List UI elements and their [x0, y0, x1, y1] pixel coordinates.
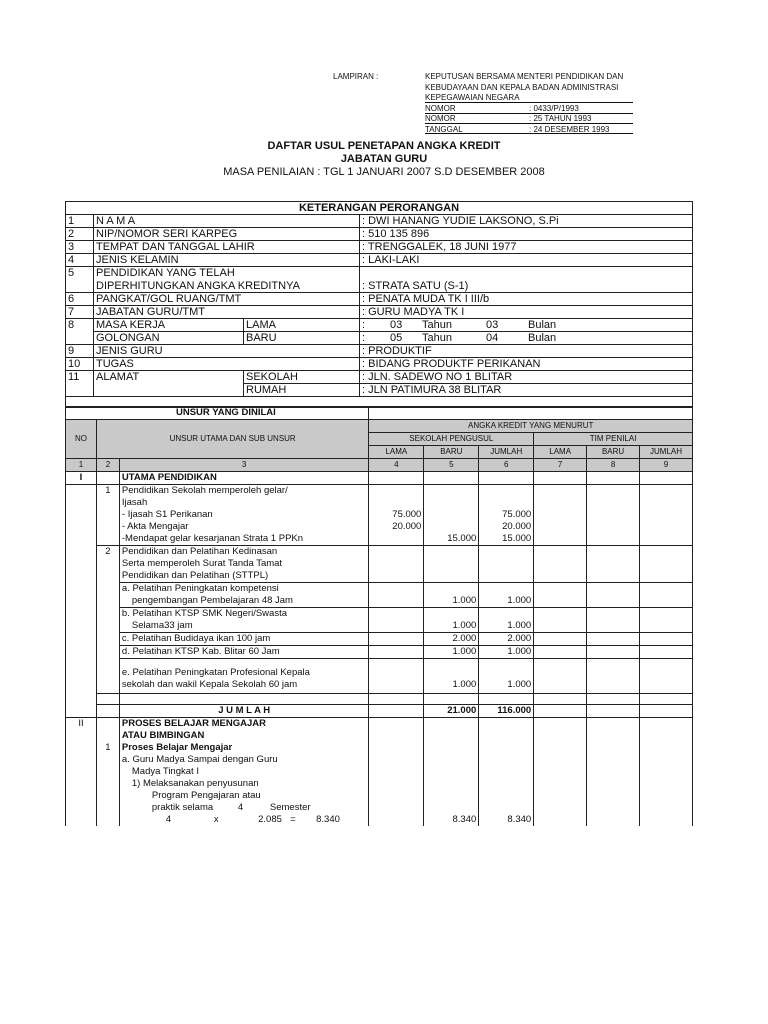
lampiran-nomor-row: NOMOR : 0433/P/1993	[425, 103, 579, 113]
table-row: 6 PANGKAT/GOL RUANG/TMT : PENATA MUDA TK I III/b	[66, 293, 693, 306]
table-row: 1 N A M A : DWI HANANG YUDIE LAKSONO, S.Pi	[66, 215, 693, 228]
table-row: 10 TUGAS : BIDANG PRODUKTF PERIKANAN	[66, 358, 693, 371]
table-row: 9 JENIS GURU : PRODUKTIF	[66, 345, 693, 358]
table-row: 3 TEMPAT DAN TANGGAL LAHIR : TRENGGALEK, 18 JUNI 1977	[66, 241, 693, 254]
document-subtitle: JABATAN GURU	[340, 153, 428, 165]
table-row: 2 Pendidikan dan Pelatihan Kedinasan Serta memperoleh Surat Tanda Tamat Pendidikan dan Pelatihan (STTPL)	[66, 546, 693, 583]
personal-info-table	[65, 201, 693, 408]
unsur-title: UNSUR YANG DINILAI	[66, 407, 369, 420]
table-row: - Ijasah S1 Perikanan 75.000 75.000	[66, 509, 693, 521]
table-row: e. Pelatihan Peningkatan Profesional Kepala sekolah dan wakil Kepala Sekolah 60 jam 1.000 1.000	[66, 659, 693, 694]
table-row: c. Pelatihan Budidaya ikan 100 jam 2.000 2.000	[66, 633, 693, 646]
table-row: 7 JABATAN GURU/TMT : GURU MADYA TK I	[66, 306, 693, 319]
table-row: 8 MASA KERJA LAMA : 03 Tahun 03 Bulan	[66, 319, 693, 332]
divider	[425, 123, 633, 124]
table-row: 1 Pendidikan Sekolah memperoleh gelar/ Ijasah	[66, 485, 693, 510]
table-row	[66, 694, 693, 705]
lampiran-line: KEBUDAYAAN DAN KEPALA BADAN ADMINISTRASI	[425, 82, 619, 92]
col-lama: LAMA	[534, 446, 587, 459]
table-row: b. Pelatihan KTSP SMK Negeri/Swasta Selama33 jam 1.000 1.000	[66, 608, 693, 633]
column-number-row: 1 2 3 4 5 6 7 8 9	[66, 459, 693, 472]
table-row: 4 JENIS KELAMIN : LAKI-LAKI	[66, 254, 693, 267]
table-row: -Mendapat gelar kesarjanan Strata 1 PPKn 15.000 15.000	[66, 533, 693, 546]
table-row: a. Pelatihan Peningkatan kompetensi pengembangan Pembelajaran 48 Jam 1.000 1.000	[66, 583, 693, 608]
col-lama: LAMA	[369, 446, 424, 459]
col-baru: BARU	[424, 446, 479, 459]
col-jumlah: JUMLAH	[479, 446, 534, 459]
table-row: GOLONGAN BARU : 05 Tahun 04 Bulan	[66, 332, 693, 345]
table-row: 11 ALAMAT SEKOLAH : JLN. SADEWO NO 1 BLITAR	[66, 371, 693, 384]
credit-table	[65, 406, 693, 826]
col-jumlah: JUMLAH	[640, 446, 693, 459]
assessment-period: MASA PENILAIAN : TGL 1 JANUARI 2007 S.D DESEMBER 2008	[223, 166, 545, 178]
table-row: 2 NIP/NOMOR SERI KARPEG : 510 135 896	[66, 228, 693, 241]
table-row: RUMAH : JLN PATIMURA 38 BLITAR	[66, 384, 693, 397]
col-unsur-header: UNSUR UTAMA DAN SUB UNSUR	[96, 420, 368, 459]
col-no-header: NO	[66, 420, 97, 459]
total-row: J U M L A H 21.000 116.000	[66, 705, 693, 718]
lampiran-tanggal-row: TANGGAL : 24 DESEMBER 1993	[425, 124, 610, 134]
table-row: I UTAMA PENDIDIKAN	[66, 472, 693, 485]
table-row: DIPERHITUNGKAN ANGKA KREDITNYA : STRATA SATU (S-1)	[66, 280, 693, 293]
lampiran-line: KEPUTUSAN BERSAMA MENTERI PENDIDIKAN DAN	[425, 72, 624, 81]
table-row: a. Guru Madya Sampai dengan Guru Madya Tingkat I 1) Melaksanakan penyusunan Program Pengajaran atau praktik selama 4 Semester	[66, 754, 693, 814]
table-row: 4 x 2.085 = 8.340 8.340 8.340	[66, 814, 693, 826]
divider	[425, 113, 633, 114]
sekolah-pengusul-header: SEKOLAH PENGUSUL	[369, 433, 534, 446]
table-row: - Akta Mengajar 20.000 20.000	[66, 521, 693, 533]
lampiran-block	[425, 72, 685, 135]
col-baru: BARU	[587, 446, 640, 459]
angka-kredit-header: ANGKA KREDIT YANG MENURUT	[369, 420, 693, 433]
table-row: d. Pelatihan KTSP Kab. Blitar 60 Jam 1.000 1.000	[66, 646, 693, 659]
table-row: II PROSES BELAJAR MENGAJAR ATAU BIMBINGAN	[66, 718, 693, 743]
lampiran-label: LAMPIRAN :	[333, 72, 379, 81]
personal-info-header: KETERANGAN PERORANGAN	[66, 202, 693, 215]
table-row: 5 PENDIDIKAN YANG TELAH	[66, 267, 693, 280]
lampiran-line: KEPEGAWAIAN NEGARA	[425, 93, 520, 102]
divider	[425, 102, 633, 103]
document-title: DAFTAR USUL PENETAPAN ANGKA KREDIT	[267, 140, 501, 152]
lampiran-nomor-row: NOMOR : 25 TAHUN 1993	[425, 114, 592, 123]
tim-penilai-header: TIM PENILAI	[534, 433, 693, 446]
table-row: 1 Proses Belajar Mengajar	[66, 742, 693, 754]
divider	[425, 133, 633, 134]
